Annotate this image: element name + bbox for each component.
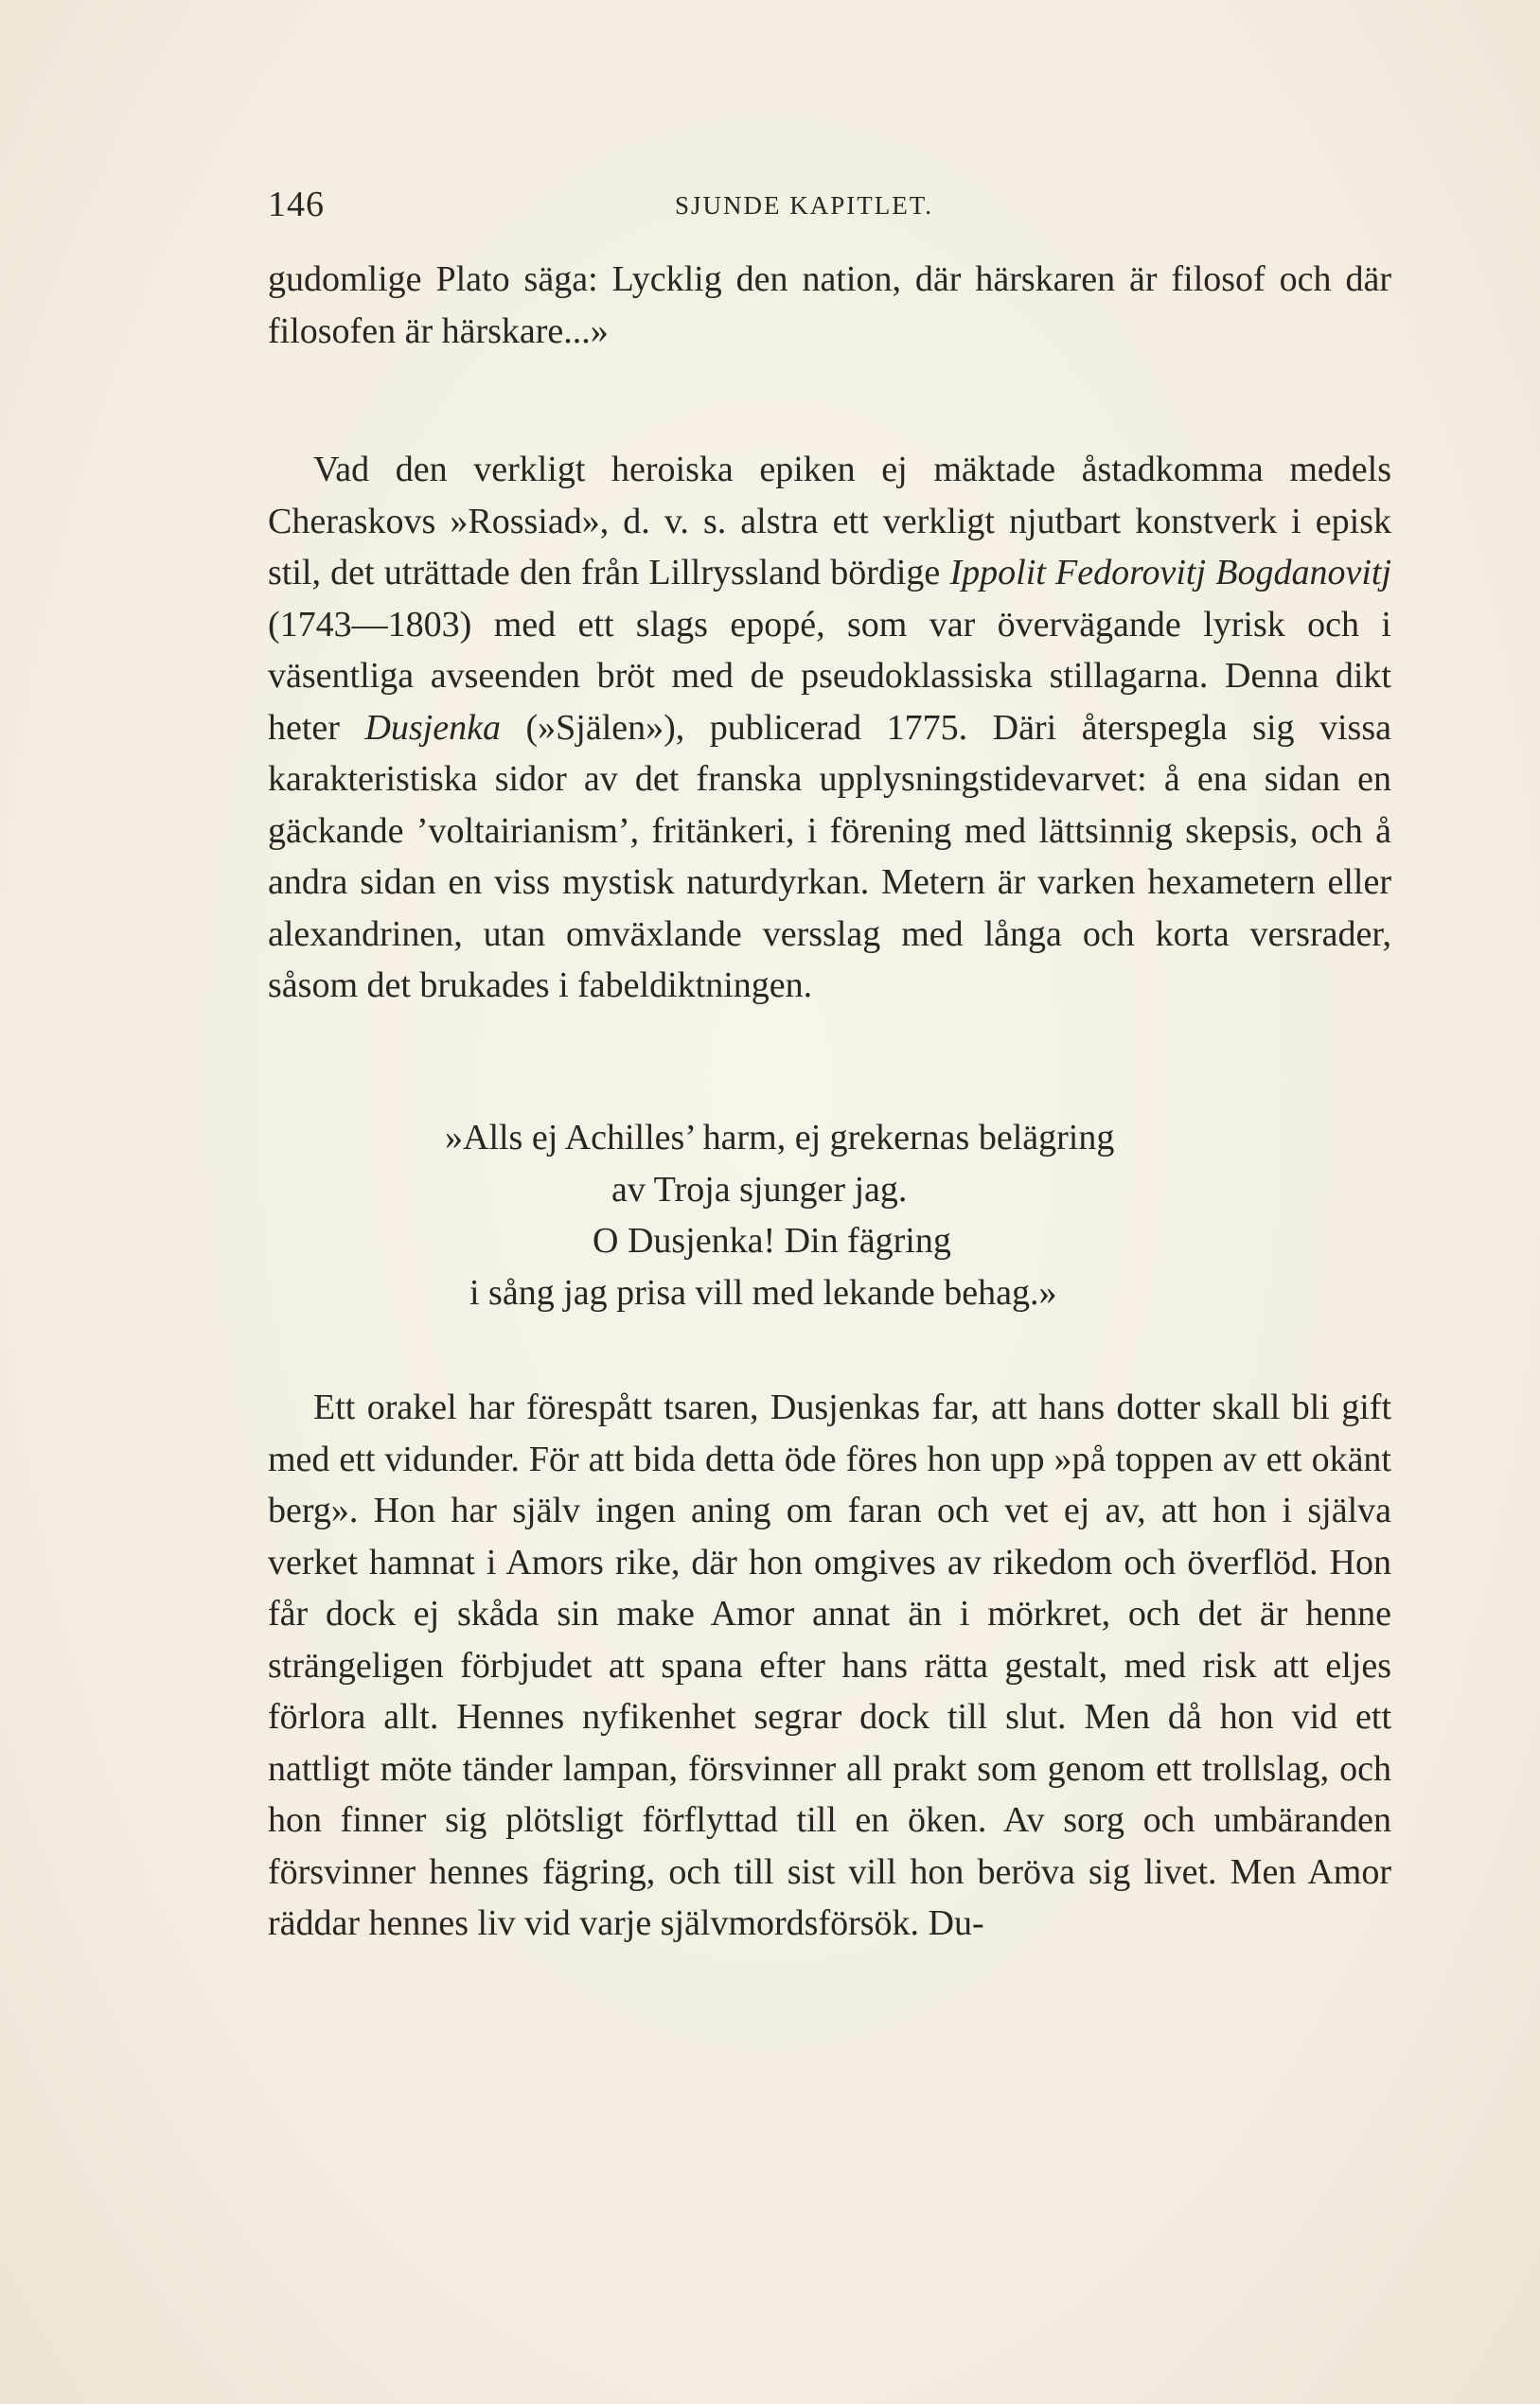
verse-line: av Troja sjunger jag. (611, 1169, 908, 1210)
paragraph-text-intro: Vad den verkligt heroiska epiken ej mäktade åstadkomma medels Cheraskovs »Rossiad», d. v. s. alstra ett verkligt njutbart konstverk i episk stil, det uträttade den från Lillryssland bördige (268, 450, 1391, 592)
verse-quotation (445, 1112, 1278, 1318)
author-name: Ippolit Fedorovitj Bogdanovitj (949, 553, 1392, 592)
paragraph-text-rest: (»Själen»), publicerad 1775. Däri återspegla sig vissa karakteristiska sidor av det franska upplysningstidevarvet: å ena sidan en gäckande ’voltairianism’, fritänkeri, i förening med lättsinnig skepsis, och å andra sidan en viss mystisk naturdyrkan. Metern är varken hexametern eller alexandrinen, utan omväxlande versslag med långa och korta versrader, såsom det brukades i fabeldiktningen. (268, 707, 1392, 1005)
verse-line: i sång jag prisa vill med lekande behag.» (469, 1272, 1057, 1313)
paragraph-text-middle: (1743—1803) med ett slags epopé, som var övervägande lyrisk och i väsentliga avseenden bröt med de pseudoklassiska stillagarna. Denna dikt heter (268, 604, 1391, 748)
paragraph-plot-summary (268, 1382, 1391, 1950)
page-number: 146 (268, 185, 325, 224)
running-head: SJUNDE KAPITLET. (675, 191, 933, 220)
verse-line: O Dusjenka! Din fägring (593, 1221, 951, 1261)
page-header (268, 184, 1356, 237)
paragraph-continuation (268, 254, 1391, 357)
work-title: Dusjenka (364, 707, 501, 748)
paragraph-text: Ett orakel har förespått tsaren, Dusjenkas far, att hans dotter skall bli gift med ett vidunder. För att bida detta öde föres hon upp »på toppen av ett okänt berg». Hon har själv ingen aning om faran och vet ej av, att hon i själva verket hamnat i Amors rike, där hon omgives av rikedom och överflöd. Hon får dock ej skåda sin make Amor annat än i mörkret, och det är henne strängeligen förbjudet att spana efter hans rätta gestalt, med risk att eljes förlora allt. Hennes nyfikenhet segrar dock till slut. Men då hon vid ett nattligt möte tänder lampan, försvinner all prakt som genom ett trollslag, och hon finner sig plötsligt förflyttad till en öken. Av sorg och umbäranden försvinner hennes fägring, och till sist vill hon beröva sig livet. Men Amor räddar hennes liv vid varje självmordsförsök. Du- (268, 1388, 1391, 1943)
verse-line: »Alls ej Achilles’ harm, ej grekernas belägring (445, 1118, 1115, 1158)
paragraph-bogdanovitj (268, 444, 1391, 1012)
paragraph-text: gudomlige Plato säga: Lycklig den nation, där härskaren är filosof och där filosofen är härskare...» (268, 259, 1391, 351)
